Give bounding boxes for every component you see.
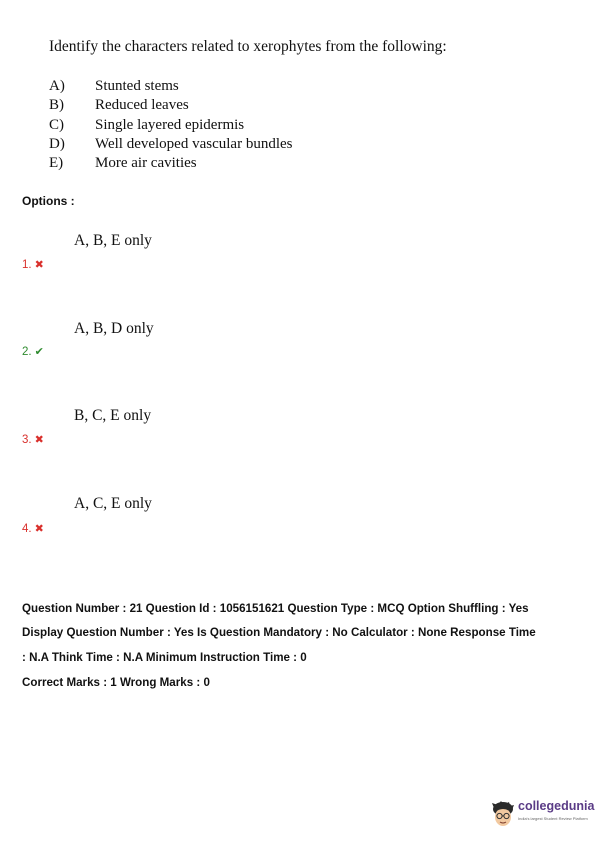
option-number-label: 3. <box>22 434 32 446</box>
statement-text: Stunted stems <box>95 78 179 94</box>
statement-letter: E) <box>49 155 64 172</box>
statement-letter: D) <box>49 135 65 152</box>
option-number-label: 1. <box>22 259 32 271</box>
statement-text: Reduced leaves <box>95 97 189 114</box>
meta-line-4: Correct Marks : 1 Wrong Marks : 0 <box>22 676 210 689</box>
option-number-label: 4. <box>22 523 32 535</box>
statement-text: More air cavities <box>95 155 197 172</box>
logo-tagline: India's largest Student Review Platform <box>518 816 588 821</box>
option-number-label: 2. <box>22 346 32 358</box>
option-2-text[interactable]: A, B, D only <box>74 320 154 337</box>
option-4-text[interactable]: A, C, E only <box>74 495 152 512</box>
collegedunia-logo <box>490 797 595 833</box>
wrong-cross-icon: ✖ <box>34 434 44 446</box>
statement-letter: A) <box>49 78 65 94</box>
option-1-number <box>22 258 44 271</box>
meta-line-1: Question Number : 21 Question Id : 1056151621 Question Type : MCQ Option Shuffling : Yes <box>22 602 529 615</box>
statement-letter: B) <box>49 97 64 114</box>
meta-line-3: : N.A Think Time : N.A Minimum Instruction Time : 0 <box>22 651 307 664</box>
correct-check-icon: ✔ <box>34 346 44 358</box>
logo-brand-text: collegedunia <box>518 799 595 813</box>
question-text: Identify the characters related to xerophytes from the following: <box>49 38 447 55</box>
option-2-number <box>22 345 44 358</box>
statement-text: Single layered epidermis <box>95 116 245 133</box>
option-4-number <box>22 522 44 535</box>
mascot-face-icon <box>490 800 516 828</box>
option-1-text[interactable]: A, B, E only <box>74 232 152 249</box>
meta-line-2: Display Question Number : Yes Is Question Mandatory : No Calculator : None Response Time <box>22 626 536 639</box>
statement-letter: C) <box>49 116 64 133</box>
option-3-text[interactable]: B, C, E only <box>74 407 152 424</box>
wrong-cross-icon: ✖ <box>34 523 44 535</box>
options-label: Options : <box>22 194 75 208</box>
option-3-number <box>22 433 44 446</box>
statement-text: Well developed vascular bundles <box>95 135 293 152</box>
wrong-cross-icon: ✖ <box>34 259 44 271</box>
